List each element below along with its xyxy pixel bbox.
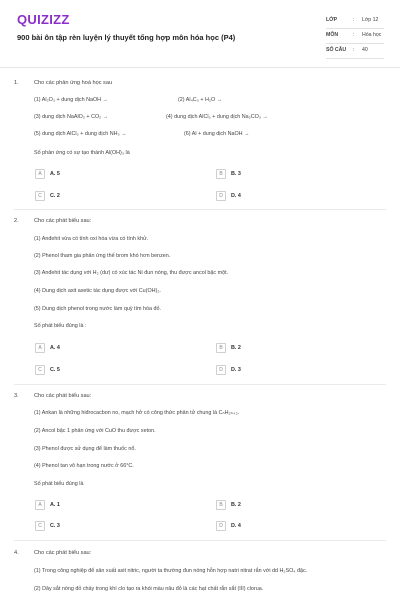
option-text: C. 2: [50, 192, 60, 199]
option-text: A. 1: [50, 501, 60, 508]
statement: (2) Dây sắt nóng đỏ cháy trong khí clo tạo ra khói màu nâu đỏ là các hạt chất rắn sắt (III) clorua.: [34, 586, 264, 592]
statement: (3) Phenol được sử dụng để làm thuốc nổ.: [34, 446, 136, 452]
question-ask: Số phản ứng có sự tạo thành Al(OH)₃ là: [34, 150, 130, 156]
option-text: D. 4: [231, 192, 241, 199]
option-letter-box: D: [216, 191, 226, 201]
question-separator: [14, 384, 386, 385]
statement: (1) Ankan là những hiđrocacbon no, mạch hở có công thức phân tử chung là CₙH₂ₙ₊₂.: [34, 410, 240, 416]
statement: (2) Ancol bậc 1 phản ứng với CuO thu được xeton.: [34, 428, 156, 434]
meta-colon: :: [353, 17, 355, 23]
meta-value: Lớp 12: [362, 17, 379, 23]
question-separator: [14, 209, 386, 210]
question-ask: Số phát biểu đúng là :: [34, 323, 87, 329]
reaction: (1) Al₂O₃ + dung dịch NaOH →: [34, 97, 108, 103]
question-number: 2.: [14, 218, 19, 224]
option-text: C. 5: [50, 366, 60, 373]
option-text: B. 2: [231, 501, 241, 508]
option-letter-box: C: [35, 191, 45, 201]
statement: (3) Anđehit tác dụng với H₂ (dư) có xúc tác Ni đun nóng, thu được ancol bậc một.: [34, 270, 229, 276]
statement: (1) Trong công nghiệp để sản xuất axit nitric, người ta thường đun nóng hỗn hợp natri nitrat rắn với dd H₂SO₄ đặc.: [34, 568, 308, 574]
option-text: C. 3: [50, 522, 60, 529]
option-letter-box: A: [35, 500, 45, 510]
meta-colon: :: [353, 47, 355, 53]
statement: (4) Phenol tan vô hạn trong nước ở 66°C.: [34, 463, 134, 469]
option-text: A. 5: [50, 170, 60, 177]
quizizz-logo: QUIZIZZ: [17, 12, 70, 27]
question-number: 3.: [14, 393, 19, 399]
question-number: 4.: [14, 550, 19, 556]
reaction: (6) Al + dung dịch NaOH →: [184, 131, 250, 137]
reaction: (3) dung dịch NaAlO₂ + CO₂ →: [34, 114, 109, 120]
option-text: B. 3: [231, 170, 241, 177]
question-prompt: Cho các phát biểu sau:: [34, 218, 92, 224]
meta-value: 40: [362, 47, 368, 53]
reaction: (5) dung dịch AlCl₃ + dung dịch NH₃ →: [34, 131, 127, 137]
option-letter-box: C: [35, 365, 45, 375]
reaction: (4) dung dịch AlCl₃ + dung dịch Na₂CO₃ →: [166, 114, 268, 120]
statement: (1) Anđehit vừa có tính oxi hóa vừa có tính khử.: [34, 236, 149, 242]
option-letter-box: A: [35, 169, 45, 179]
meta-row-class: [326, 14, 384, 29]
header-divider: [0, 67, 400, 68]
option-letter-box: B: [216, 343, 226, 353]
meta-row-subject: [326, 29, 384, 44]
statement: (5) Dung dịch phenol trong nước làm quỳ tím hóa đỏ.: [34, 306, 162, 312]
reaction: (2) Al₄C₃ + H₂O →: [178, 97, 223, 103]
question-prompt: Cho các phát biểu sau:: [34, 550, 92, 556]
option-text: D. 3: [231, 366, 241, 373]
statement: (2) Phenol tham gia phản ứng thế brom khó hơn benzen.: [34, 253, 171, 259]
meta-key: MÔN: [326, 32, 339, 38]
option-text: A. 4: [50, 344, 60, 351]
meta-key: SỐ CÂU: [326, 47, 347, 53]
option-letter-box: C: [35, 521, 45, 531]
statement: (4) Dung dịch axit axetic tác dụng được với Cu(OH)₂.: [34, 288, 161, 294]
option-letter-box: B: [216, 169, 226, 179]
document-title: 900 bài ôn tập rèn luyện lý thuyết tổng hợp môn hóa học (P4): [17, 33, 236, 42]
question-prompt: Cho các phản ứng hoá học sau: [34, 80, 113, 86]
option-text: B. 2: [231, 344, 241, 351]
question-prompt: Cho các phát biểu sau:: [34, 393, 92, 399]
meta-colon: :: [353, 32, 355, 38]
question-ask: Số phát biểu đúng là: [34, 481, 84, 487]
document-meta: [326, 14, 384, 59]
option-text: D. 4: [231, 522, 241, 529]
question-separator: [14, 540, 386, 541]
option-letter-box: D: [216, 521, 226, 531]
option-letter-box: A: [35, 343, 45, 353]
meta-value: Hóa học: [362, 32, 382, 38]
question-number: 1.: [14, 80, 19, 86]
option-letter-box: B: [216, 500, 226, 510]
meta-row-question-count: [326, 44, 384, 59]
document-header: [0, 0, 400, 66]
meta-key: LỚP: [326, 17, 338, 23]
option-letter-box: D: [216, 365, 226, 375]
